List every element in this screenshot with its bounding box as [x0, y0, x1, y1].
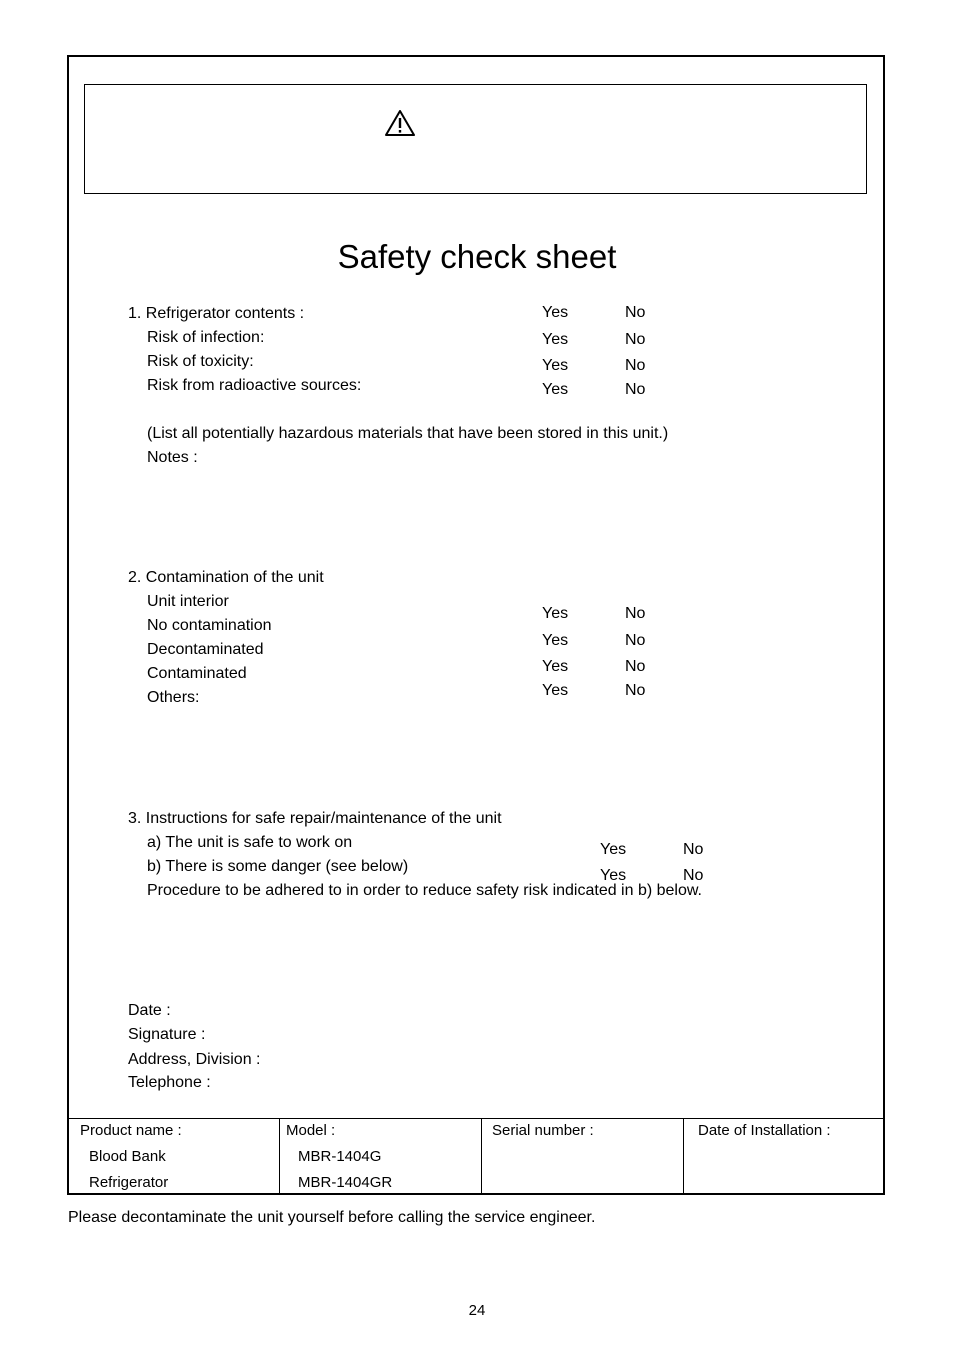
product-name-value: Blood Bank — [89, 1148, 166, 1165]
section2-item: Others: — [147, 689, 200, 706]
notes-label: Notes : — [147, 449, 198, 466]
model-value: MBR-1404G — [298, 1148, 382, 1165]
no-option: No — [625, 331, 646, 348]
yes-option: Yes — [600, 867, 627, 884]
section1-item: Risk from radioactive sources: — [147, 377, 362, 394]
model-label: Model : — [286, 1122, 336, 1139]
yes-option: Yes — [600, 841, 627, 858]
date-label: Date : — [128, 1002, 171, 1019]
section2-item: No contamination — [147, 617, 272, 634]
warning-triangle-icon — [384, 109, 416, 137]
no-option: No — [625, 304, 646, 321]
yes-option: Yes — [542, 682, 569, 699]
no-option: No — [625, 357, 646, 374]
table-divider — [279, 1118, 280, 1195]
procedure-instruction: Procedure to be adhered to in order to reduce safety risk indicated in b) below. — [147, 882, 702, 899]
section2-heading: 2. Contamination of the unit — [128, 569, 324, 586]
yes-option: Yes — [542, 331, 569, 348]
section2-item: Unit interior — [147, 593, 229, 610]
hazard-list-instruction: (List all potentially hazardous materials that have been stored in this unit.) — [147, 425, 669, 442]
page-number: 24 — [468, 1302, 486, 1319]
address-label: Address, Division : — [128, 1051, 261, 1068]
yes-option: Yes — [542, 632, 569, 649]
section2-item: Decontaminated — [147, 641, 264, 658]
footer-note: Please decontaminate the unit yourself before calling the service engineer. — [68, 1209, 596, 1226]
page-title: Safety check sheet — [337, 238, 617, 275]
section1-heading: 1. Refrigerator contents : — [128, 305, 305, 322]
no-option: No — [625, 605, 646, 622]
model-value: MBR-1404GR — [298, 1174, 393, 1191]
warning-box — [84, 84, 867, 194]
section2-item: Contaminated — [147, 665, 247, 682]
no-option: No — [625, 682, 646, 699]
no-option: No — [625, 381, 646, 398]
section1-item: Risk of infection: — [147, 329, 265, 346]
product-name-label: Product name : — [80, 1122, 182, 1139]
section3-heading: 3. Instructions for safe repair/maintenance of the unit — [128, 810, 502, 827]
installation-date-label: Date of Installation : — [698, 1122, 831, 1139]
table-divider — [481, 1118, 482, 1195]
no-option: No — [625, 658, 646, 675]
section3-item: a) The unit is safe to work on — [147, 834, 353, 851]
telephone-label: Telephone : — [128, 1074, 211, 1091]
no-option: No — [683, 867, 704, 884]
section3-item: b) There is some danger (see below) — [147, 858, 409, 875]
signature-label: Signature : — [128, 1026, 206, 1043]
serial-number-label: Serial number : — [492, 1122, 594, 1139]
section1-item: Risk of toxicity: — [147, 353, 254, 370]
yes-option: Yes — [542, 605, 569, 622]
no-option: No — [625, 632, 646, 649]
product-name-value: Refrigerator — [89, 1174, 169, 1191]
yes-option: Yes — [542, 381, 569, 398]
no-option: No — [683, 841, 704, 858]
table-divider — [683, 1118, 684, 1195]
yes-option: Yes — [542, 357, 569, 374]
yes-option: Yes — [542, 658, 569, 675]
yes-option: Yes — [542, 304, 569, 321]
